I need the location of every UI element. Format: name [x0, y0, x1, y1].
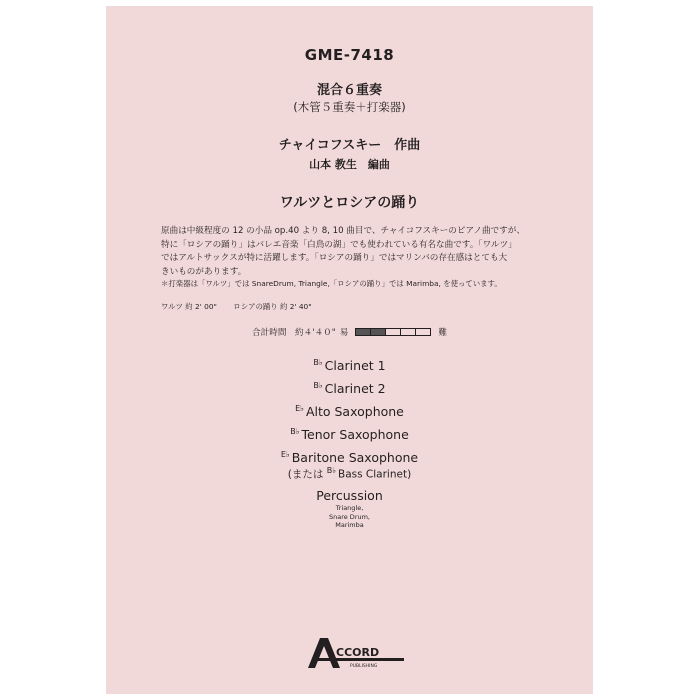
- percussion-item: Marimba: [335, 521, 364, 529]
- description-line: きいものがあります。: [161, 266, 247, 277]
- ensemble-subtitle: (木管５重奏＋打楽器): [293, 100, 406, 114]
- instrument-name: Tenor Saxophone: [301, 427, 409, 443]
- logo-brand: CCORD: [336, 646, 380, 659]
- flat-symbol: E♭: [295, 404, 304, 413]
- difficulty-segment: [371, 329, 386, 335]
- instrument-name: Bass Clarinet): [338, 468, 412, 481]
- instrument-name: Clarinet 2: [324, 381, 386, 397]
- difficulty-hard-label: 難: [438, 328, 447, 338]
- description-line: ではアルトサックスが特に活躍します。「ロシアの踊り」ではマリンバの存在感はとても大: [161, 253, 508, 263]
- instrument-alto-sax: [106, 404, 593, 419]
- alternate-prefix: (または: [287, 468, 324, 481]
- flat-symbol: B♭: [290, 427, 300, 436]
- logo-sub: PUBLISHING: [350, 664, 378, 669]
- description-line: 特に「ロシアの踊り」はバレエ音楽「白鳥の湖」でも使われている有名な曲です。「ワルツ」: [161, 239, 517, 250]
- percussion-note: ＊打楽器は「ワルツ」では SnareDrum, Triangle,「ロシアの踊り」では Marimba, を使っています。: [161, 279, 502, 288]
- description: [161, 225, 551, 279]
- piece-title: ワルツとロシアの踊り: [279, 195, 420, 211]
- ensemble-type: 混合６重奏: [316, 83, 382, 98]
- instrument-clarinet-1: [106, 358, 593, 373]
- catalog-code: GME-7418: [304, 46, 395, 64]
- flat-symbol: B♭: [313, 381, 323, 390]
- difficulty-segment: [416, 329, 430, 335]
- instrument-tenor-sax: [106, 427, 593, 442]
- percussion-item: Triangle,: [335, 504, 364, 512]
- duration-waltz: ワルツ 約 2' 00": [161, 302, 217, 311]
- difficulty-meter: [355, 328, 431, 336]
- durations: [161, 301, 326, 312]
- instrument-name: Clarinet 1: [324, 358, 386, 374]
- instrument-clarinet-2: [106, 381, 593, 396]
- flat-symbol: B♭: [326, 466, 337, 475]
- instrument-alternate: [106, 466, 593, 482]
- arranger: 山本 教生 編曲: [309, 158, 390, 171]
- flat-symbol: B♭: [313, 358, 323, 367]
- instrument-percussion: Percussion: [316, 488, 383, 503]
- percussion-item: Snare Drum,: [328, 512, 371, 521]
- difficulty-segment: [401, 329, 416, 335]
- flat-symbol: E♭: [280, 450, 290, 459]
- composer: チャイコフスキー 作曲: [278, 138, 421, 153]
- percussion-list: [106, 504, 593, 530]
- difficulty-easy-label: 易: [339, 328, 349, 338]
- difficulty-segment: [356, 329, 371, 335]
- duration-russian: ロシアの踊り 約 2' 40": [233, 302, 312, 311]
- instrument-baritone-sax: [106, 450, 593, 465]
- instrument-name: Baritone Saxophone: [291, 450, 419, 466]
- accord-logo: [306, 634, 406, 670]
- score-cover: [106, 6, 593, 694]
- total-time-row: [106, 326, 593, 338]
- instrument-name: Alto Saxophone: [305, 404, 404, 420]
- description-line: 原曲は中級程度の 12 の小品 op.40 より 8, 10 曲目で、チャイコフスキーのピアノ曲ですが、: [161, 226, 525, 236]
- difficulty-segment: [386, 329, 401, 335]
- total-time: 合計時間 約４'４０": [252, 328, 336, 338]
